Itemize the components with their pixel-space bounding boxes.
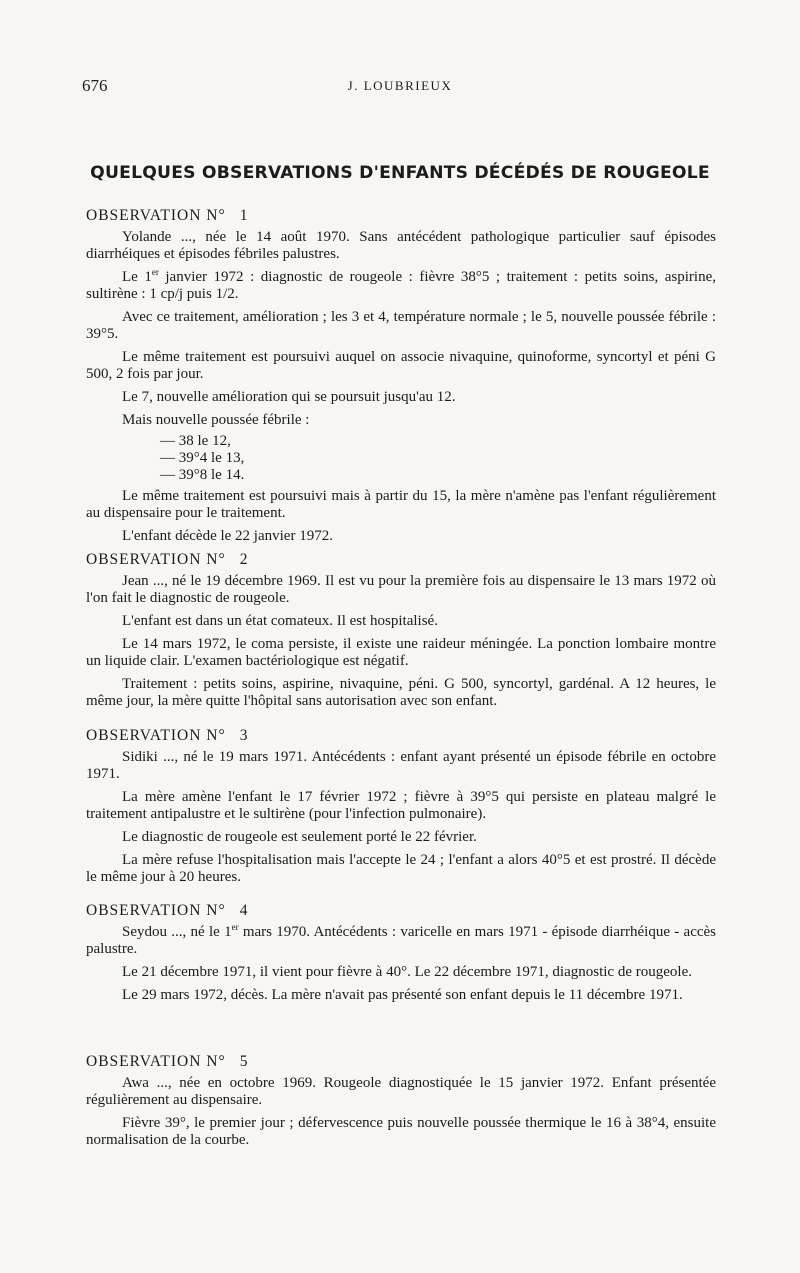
observation-number: 2: [239, 551, 249, 568]
paragraph-text: Le 1: [122, 269, 152, 285]
paragraph-text: mars 1970. Antécédents : varicelle en mars 1971 - épisode diarrhéique - accès palustre.: [86, 924, 717, 957]
paragraph: Mais nouvelle poussée fébrile :: [122, 412, 310, 428]
paragraph: Le 29 mars 1972, décès. La mère n'avait pas présenté son enfant depuis le 11 décembre 1971.: [122, 987, 683, 1003]
observation-number: 5: [239, 1053, 249, 1070]
running-head: J. LOUBRIEUX: [347, 78, 453, 93]
section-title: QUELQUES OBSERVATIONS D'ENFANTS DÉCÉDÉS DE ROUGEOLE: [90, 163, 710, 183]
paragraph: Le 7, nouvelle amélioration qui se poursuit jusqu'au 12.: [122, 389, 456, 405]
observation-heading: [86, 550, 716, 569]
observation-label: OBSERVATION N°: [86, 1053, 226, 1070]
observation-number: 3: [239, 727, 249, 744]
paragraph: Le même traitement est poursuivi mais à partir du 15, la mère n'amène pas l'enfant régulièrement au dispensaire pour le traitement.: [86, 488, 716, 521]
paragraph: Sidiki ..., né le 19 mars 1971. Antécédents : enfant ayant présenté un épisode fébrile en octobre 1971.: [86, 749, 716, 782]
observation-heading: [86, 206, 716, 225]
observation-heading: [86, 726, 716, 745]
observation-number: 1: [239, 207, 249, 224]
paragraph: Jean ..., né le 19 décembre 1969. Il est vu pour la première fois au dispensaire le 13 mars 1972 où l'on fait le diagnostic de rougeole.: [86, 573, 716, 606]
paragraph: Le 21 décembre 1971, il vient pour fièvre à 40°. Le 22 décembre 1971, diagnostic de rougeole.: [122, 964, 692, 980]
paragraph: La mère amène l'enfant le 17 février 1972 ; fièvre à 39°5 qui persiste en plateau malgré le traitement antipalustre et le sultirène (pour l'infection pulmonaire).: [86, 789, 716, 822]
observation-number: 4: [239, 902, 249, 919]
paragraph: Le même traitement est poursuivi auquel on associe nivaquine, quinoforme, syncortyl et péni G 500, 2 fois par jour.: [86, 349, 716, 382]
superscript: er: [231, 922, 239, 932]
page-header: [0, 76, 800, 100]
paragraph: L'enfant décède le 22 janvier 1972.: [122, 528, 333, 544]
paragraph: La mère refuse l'hospitalisation mais l'accepte le 24 ; l'enfant a alors 40°5 et est prostré. Il décède le même jour à 20 heures.: [86, 852, 716, 885]
paragraph: Traitement : petits soins, aspirine, nivaquine, péni. G 500, syncortyl, gardénal. A 12 heures, le même jour, la mère quitte l'hôpital sans autorisation avec son enfant.: [86, 676, 716, 709]
list-item: — 39°4 le 13,: [160, 450, 245, 466]
observation-2: [86, 550, 716, 716]
paragraph: Fièvre 39°, le premier jour ; défervescence puis nouvelle poussée thermique le 16 à 38°4, ensuite normalisation de la courbe.: [86, 1115, 716, 1148]
observation-label: OBSERVATION N°: [86, 551, 226, 568]
observation-5: [86, 1052, 716, 1155]
list-item: — 38 le 12,: [160, 433, 231, 449]
paragraph-text: janvier 1972 : diagnostic de rougeole : fièvre 38°5 ; traitement : petits soins, aspirine, sultirène : 1 cp/j puis 1/2.: [86, 269, 716, 302]
paragraph: [86, 269, 716, 303]
observation-1: [86, 206, 716, 551]
paragraph-text: Seydou ..., né le 1: [122, 924, 232, 940]
temperature-list: [86, 433, 716, 484]
paragraph: Le diagnostic de rougeole est seulement porté le 22 février.: [122, 829, 477, 845]
observation-label: OBSERVATION N°: [86, 902, 226, 919]
superscript: er: [151, 267, 159, 277]
paragraph: Yolande ..., née le 14 août 1970. Sans antécédent pathologique particulier sauf épisodes diarrhéiques et épisodes fébriles palustres.: [86, 229, 716, 262]
observation-heading: [86, 1052, 716, 1071]
paragraph: Avec ce traitement, amélioration ; les 3 et 4, température normale ; le 5, nouvelle poussée fébrile : 39°5.: [86, 309, 716, 342]
observation-label: OBSERVATION N°: [86, 727, 226, 744]
list-item: — 39°8 le 14.: [160, 467, 245, 483]
observation-label: OBSERVATION N°: [86, 207, 226, 224]
paragraph: Awa ..., née en octobre 1969. Rougeole diagnostiquée le 15 janvier 1972. Enfant présentée régulièrement au dispensaire.: [86, 1075, 716, 1108]
paragraph: [86, 924, 716, 958]
observation-4: [86, 901, 716, 1010]
paragraph: Le 14 mars 1972, le coma persiste, il existe une raideur méningée. La ponction lombaire montre un liquide clair. L'examen bactériologique est négatif.: [86, 636, 716, 669]
observation-heading: [86, 901, 716, 920]
page-number: 676: [82, 76, 108, 95]
paragraph: L'enfant est dans un état comateux. Il est hospitalisé.: [122, 613, 438, 629]
observation-3: [86, 726, 716, 892]
